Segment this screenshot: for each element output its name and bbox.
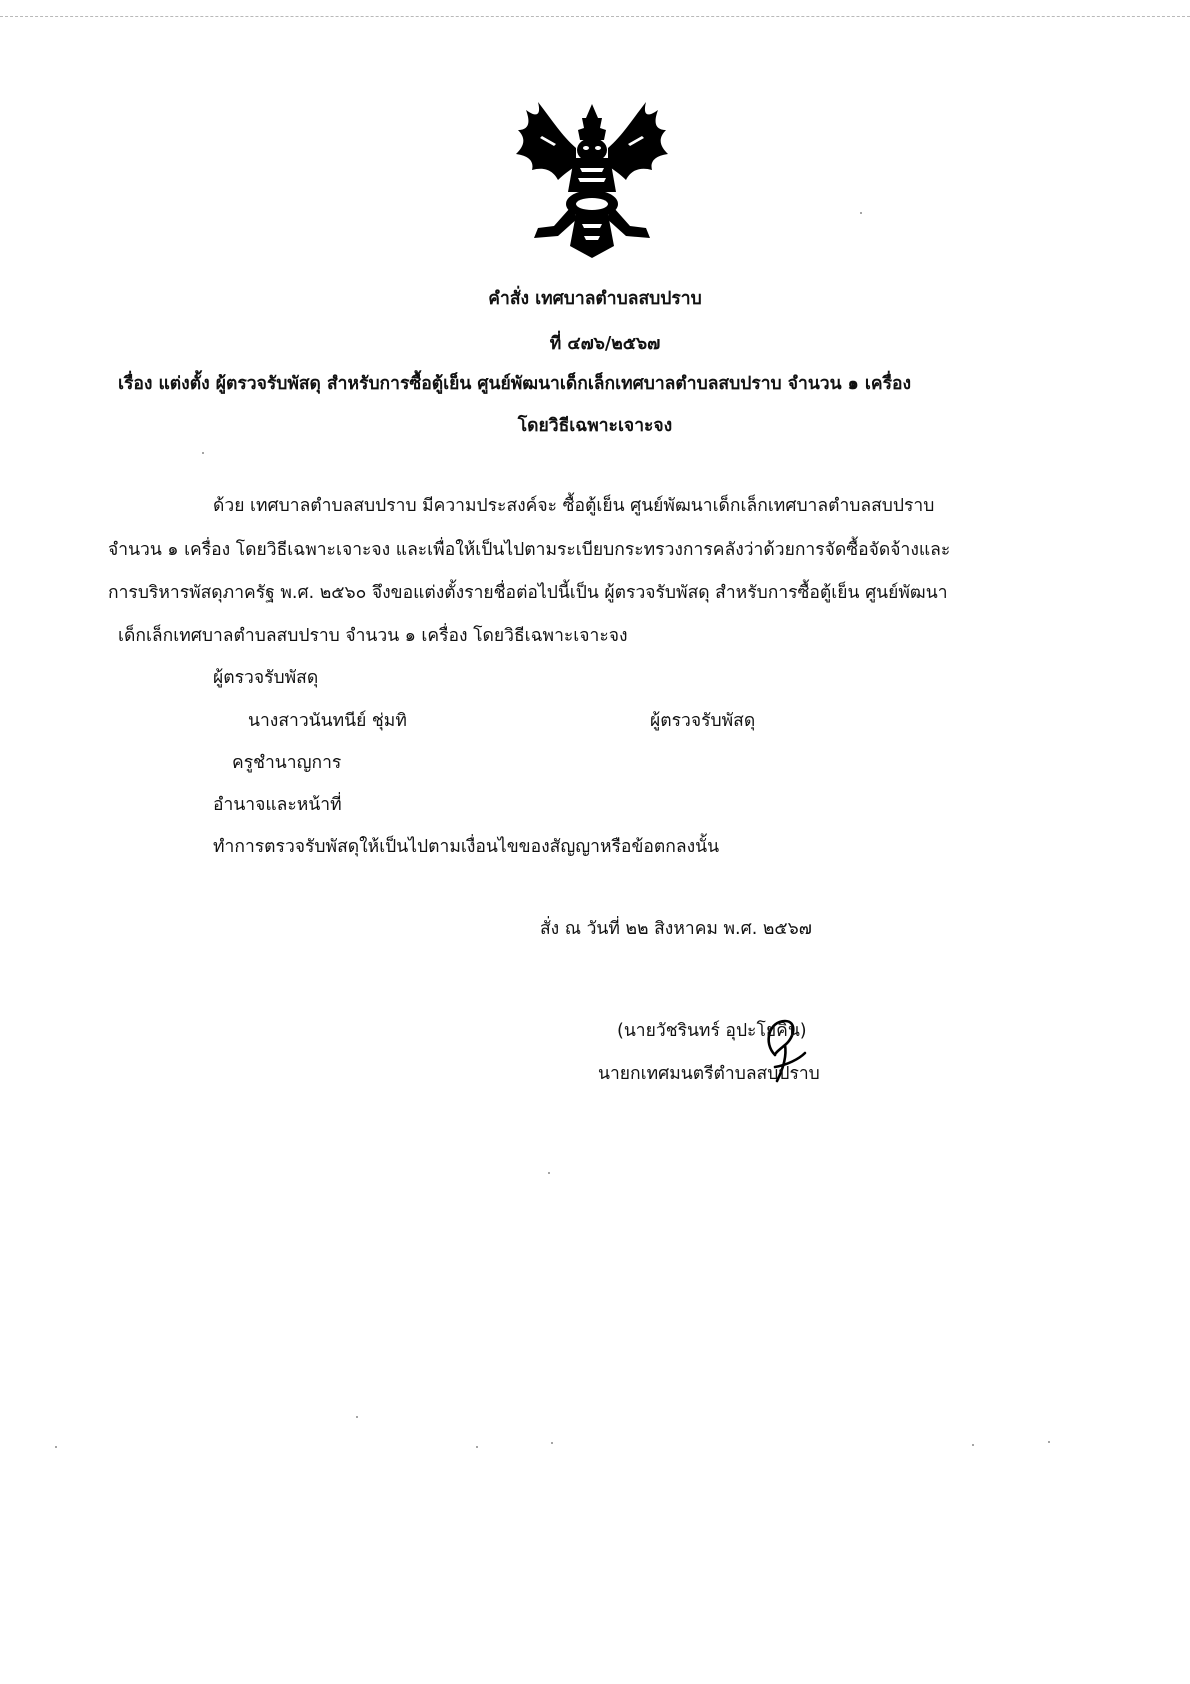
order-date: สั่ง ณ วันที่ ๒๒ สิงหาคม พ.ศ. ๒๕๖๗ — [540, 919, 812, 939]
scan-speck — [860, 212, 862, 214]
scan-speck — [548, 1172, 550, 1174]
subject-line-2: โดยวิธีเฉพาะเจาะจง — [517, 416, 673, 436]
scan-speck — [55, 1446, 57, 1448]
body-line-1: ด้วย เทศบาลตำบลสบปราบ มีความประสงค์จะ ซื้อตู้เย็น ศูนย์พัฒนาเด็กเล็กเทศบาลตำบลสบปราบ — [213, 496, 935, 516]
scan-speck — [551, 1442, 553, 1444]
body-line-4: เด็กเล็กเทศบาลตำบลสบปราบ จำนวน ๑ เครื่อง โดยวิธีเฉพาะเจาะจง — [118, 626, 628, 646]
garuda-emblem-icon — [512, 96, 672, 261]
order-title: คำสั่ง เทศบาลตำบลสบปราบ — [488, 289, 702, 309]
scan-speck — [202, 452, 204, 454]
committee-member-name: นางสาวนันทนีย์ ชุ่มทิ — [248, 711, 407, 731]
committee-member-role: ผู้ตรวจรับพัสดุ — [650, 711, 756, 731]
body-line-2: จำนวน ๑ เครื่อง โดยวิธีเฉพาะเจาะจง และเพื่อให้เป็นไปตามระเบียบกระทรวงการคลังว่าด้วยการจัดซื้อจัดจ้างและ — [108, 540, 951, 560]
order-number: ที่ ๔๗๖/๒๕๖๗ — [549, 334, 661, 354]
duty-heading: อำนาจและหน้าที่ — [213, 795, 342, 815]
committee-heading: ผู้ตรวจรับพัสดุ — [213, 668, 319, 688]
scan-speck — [972, 1444, 974, 1446]
duty-text: ทำการตรวจรับพัสดุให้เป็นไปตามเงื่อนไขของสัญญาหรือข้อตกลงนั้น — [213, 837, 720, 857]
signer-position: นายกเทศมนตรีตำบลสบปราบ — [598, 1064, 820, 1084]
scan-speck — [476, 1446, 478, 1448]
scan-edge-line — [0, 16, 1190, 17]
committee-member-position: ครูชำนาญการ — [232, 753, 342, 773]
body-line-3: การบริหารพัสดุภาครัฐ พ.ศ. ๒๕๖๐ จึงขอแต่งตั้งรายชื่อต่อไปนี้เป็น ผู้ตรวจรับพัสดุ สำหรับการซื้อตู้เย็น ศูนย์พัฒนา — [108, 583, 948, 603]
signer-name: (นายวัชรินทร์ อุปะโยคิน) — [617, 1021, 807, 1041]
scan-speck — [356, 1416, 358, 1418]
subject-line-1: เรื่อง แต่งตั้ง ผู้ตรวจรับพัสดุ สำหรับการซื้อตู้เย็น ศูนย์พัฒนาเด็กเล็กเทศบาลตำบลสบปราบ จำนวน ๑ เครื่อง — [118, 374, 912, 394]
scan-speck — [1048, 1441, 1050, 1443]
